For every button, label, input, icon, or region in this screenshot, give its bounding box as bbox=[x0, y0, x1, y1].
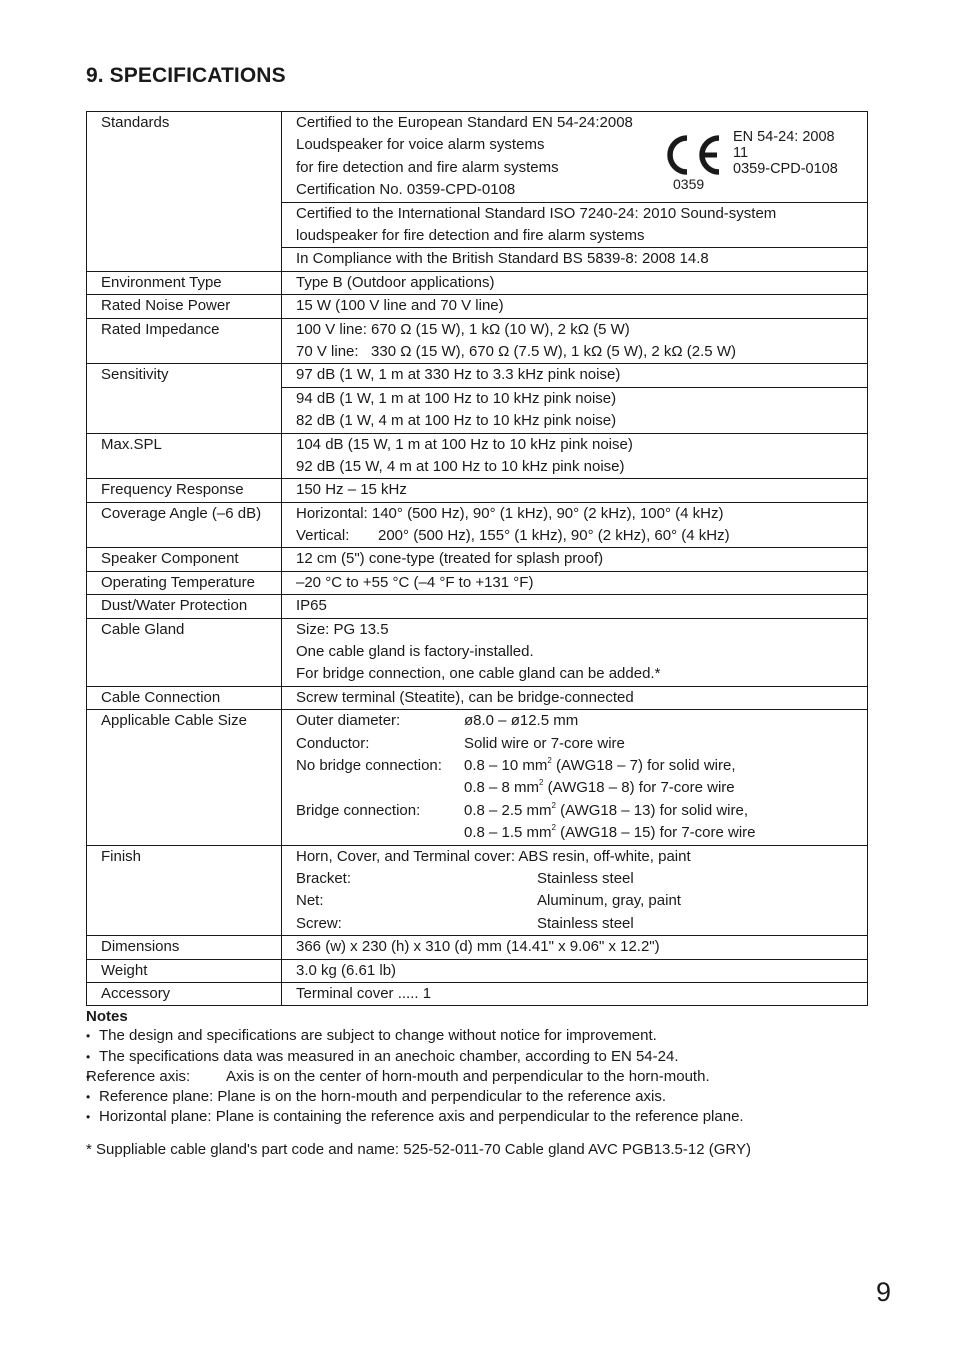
row-label: Cable Gland bbox=[87, 618, 282, 686]
table-row bbox=[87, 686, 868, 709]
row-label: Speaker Component bbox=[87, 548, 282, 571]
row-value: 104 dB (15 W, 1 m at 100 Hz to 10 kHz pink noise) 92 dB (15 W, 4 m at 100 Hz to 10 kHz pink noise) bbox=[282, 433, 868, 479]
table-row bbox=[87, 318, 868, 364]
table-row bbox=[87, 982, 868, 1005]
table-row bbox=[87, 936, 868, 959]
table-row bbox=[87, 112, 868, 272]
row-value: 15 W (100 V line and 70 V line) bbox=[282, 295, 868, 318]
table-row bbox=[87, 618, 868, 686]
row-label: Frequency Response bbox=[87, 479, 282, 502]
row-label: Rated Impedance bbox=[87, 318, 282, 364]
standards-value bbox=[282, 112, 868, 272]
row-value: 100 V line: 670 Ω (15 W), 1 kΩ (10 W), 2 kΩ (5 W) 70 V line: 330 Ω (15 W), 670 Ω (7.5 W), 1 kΩ (5 W), 2 kΩ (2.5 W) bbox=[282, 318, 868, 364]
table-row bbox=[87, 845, 868, 936]
ce-mark-icon bbox=[661, 134, 723, 176]
row-label: Environment Type bbox=[87, 271, 282, 294]
row-label: Dimensions bbox=[87, 936, 282, 959]
row-value: Screw terminal (Steatite), can be bridge-connected bbox=[282, 686, 868, 709]
row-label: Standards bbox=[87, 112, 282, 272]
table-row bbox=[87, 479, 868, 502]
ce-mark bbox=[661, 114, 861, 194]
table-row bbox=[87, 364, 868, 433]
footnote: * Suppliable cable gland's part code and name: 525-52-011-70 Cable gland AVC PGB13.5-12 (GRY) bbox=[86, 1141, 751, 1158]
table-row bbox=[87, 710, 868, 845]
row-value: 3.0 kg (6.61 lb) bbox=[282, 959, 868, 982]
ce-mark-text: EN 54-24: 2008 11 0359-CPD-0108 bbox=[733, 129, 838, 177]
row-value: –20 °C to +55 °C (–4 °F to +131 °F) bbox=[282, 571, 868, 594]
table-row bbox=[87, 271, 868, 294]
row-label: Sensitivity bbox=[87, 364, 282, 433]
note-item: • Horizontal plane: Plane is containing the reference axis and perpendicular to the reference plane. bbox=[86, 1107, 744, 1127]
row-label: Max.SPL bbox=[87, 433, 282, 479]
cert-international: Certified to the International Standard ISO 7240-24: 2010 Sound-system loudspeaker for fire detection and fire alarm systems bbox=[282, 202, 867, 248]
row-label: Coverage Angle (–6 dB) bbox=[87, 502, 282, 548]
row-label: Accessory bbox=[87, 982, 282, 1005]
row-label: Cable Connection bbox=[87, 686, 282, 709]
cert-british: In Compliance with the British Standard BS 5839-8: 2008 14.8 bbox=[282, 247, 867, 270]
row-value: Terminal cover ..... 1 bbox=[282, 982, 868, 1005]
row-value: IP65 bbox=[282, 595, 868, 618]
row-label: Weight bbox=[87, 959, 282, 982]
notes-heading: Notes bbox=[86, 1008, 128, 1025]
row-value: 12 cm (5") cone-type (treated for splash proof) bbox=[282, 548, 868, 571]
row-label: Finish bbox=[87, 845, 282, 936]
table-row bbox=[87, 959, 868, 982]
note-item: • The specifications data was measured in an anechoic chamber, according to EN 54-24. bbox=[86, 1047, 744, 1067]
cert-european: Certified to the European Standard EN 54-24:2008 Loudspeaker for voice alarm systems for fire detection and fire alarm systems Certification No. 0359-CPD-0108 0359 EN 54-24: 2008 11 0359-CPD-0108 bbox=[296, 112, 861, 202]
table-row bbox=[87, 571, 868, 594]
row-label: Applicable Cable Size bbox=[87, 710, 282, 845]
table-row bbox=[87, 502, 868, 548]
row-value: Size: PG 13.5 One cable gland is factory-installed. For bridge connection, one cable gland can be added.* bbox=[282, 618, 868, 686]
row-value: 97 dB (1 W, 1 m at 330 Hz to 3.3 kHz pink noise) 94 dB (1 W, 1 m at 100 Hz to 10 kHz pink noise) 82 dB (1 W, 4 m at 100 Hz to 10 kHz pink noise) bbox=[282, 364, 868, 433]
row-label: Operating Temperature bbox=[87, 571, 282, 594]
note-item: • The design and specifications are subject to change without notice for improvement. bbox=[86, 1026, 744, 1046]
row-value: 366 (w) x 230 (h) x 310 (d) mm (14.41" x 9.06" x 12.2") bbox=[282, 936, 868, 959]
row-value: Horn, Cover, and Terminal cover: ABS resin, off-white, paint Bracket: Stainless steel Net: Aluminum, gray, paint Screw: Stainless steel bbox=[282, 845, 868, 936]
row-label: Dust/Water Protection bbox=[87, 595, 282, 618]
notes-section bbox=[86, 1007, 744, 1128]
page-title: 9. SPECIFICATIONS bbox=[86, 64, 286, 87]
note-item: • Reference plane: Plane is on the horn-mouth and perpendicular to the reference axis. bbox=[86, 1087, 744, 1107]
table-row bbox=[87, 295, 868, 318]
row-value: Horizontal: 140° (500 Hz), 90° (1 kHz), 90° (2 kHz), 100° (4 kHz) Vertical: 200° (500 Hz), 155° (1 kHz), 90° (2 kHz), 60° (4 kHz) bbox=[282, 502, 868, 548]
row-value: Type B (Outdoor applications) bbox=[282, 271, 868, 294]
note-item: • Reference axis: Axis is on the center of horn-mouth and perpendicular to the horn-mouth. bbox=[86, 1067, 744, 1087]
ce-notified-body-code: 0359 bbox=[673, 176, 705, 192]
table-row bbox=[87, 433, 868, 479]
specifications-table bbox=[86, 111, 868, 1006]
row-value: 150 Hz – 15 kHz bbox=[282, 479, 868, 502]
table-row bbox=[87, 595, 868, 618]
row-value: Outer diameter: ø8.0 – ø12.5 mm Conductor: Solid wire or 7-core wire No bridge connection: 0.8 – 10 $mm^2$ (AWG18 – 7) for solid wire, 0.8 – 8 $mm^2$ (AWG18 – 8) for 7-core wire Bridge connection: 0.8 – 2.5 $mm^2$ (AWG18 – 13) for solid wire, 0.8 – 1.5 $mm^2$ (AWG18 – 15) for 7-core wire bbox=[282, 710, 868, 845]
table-row bbox=[87, 548, 868, 571]
page-number: 9 bbox=[876, 1277, 892, 1307]
row-label: Rated Noise Power bbox=[87, 295, 282, 318]
